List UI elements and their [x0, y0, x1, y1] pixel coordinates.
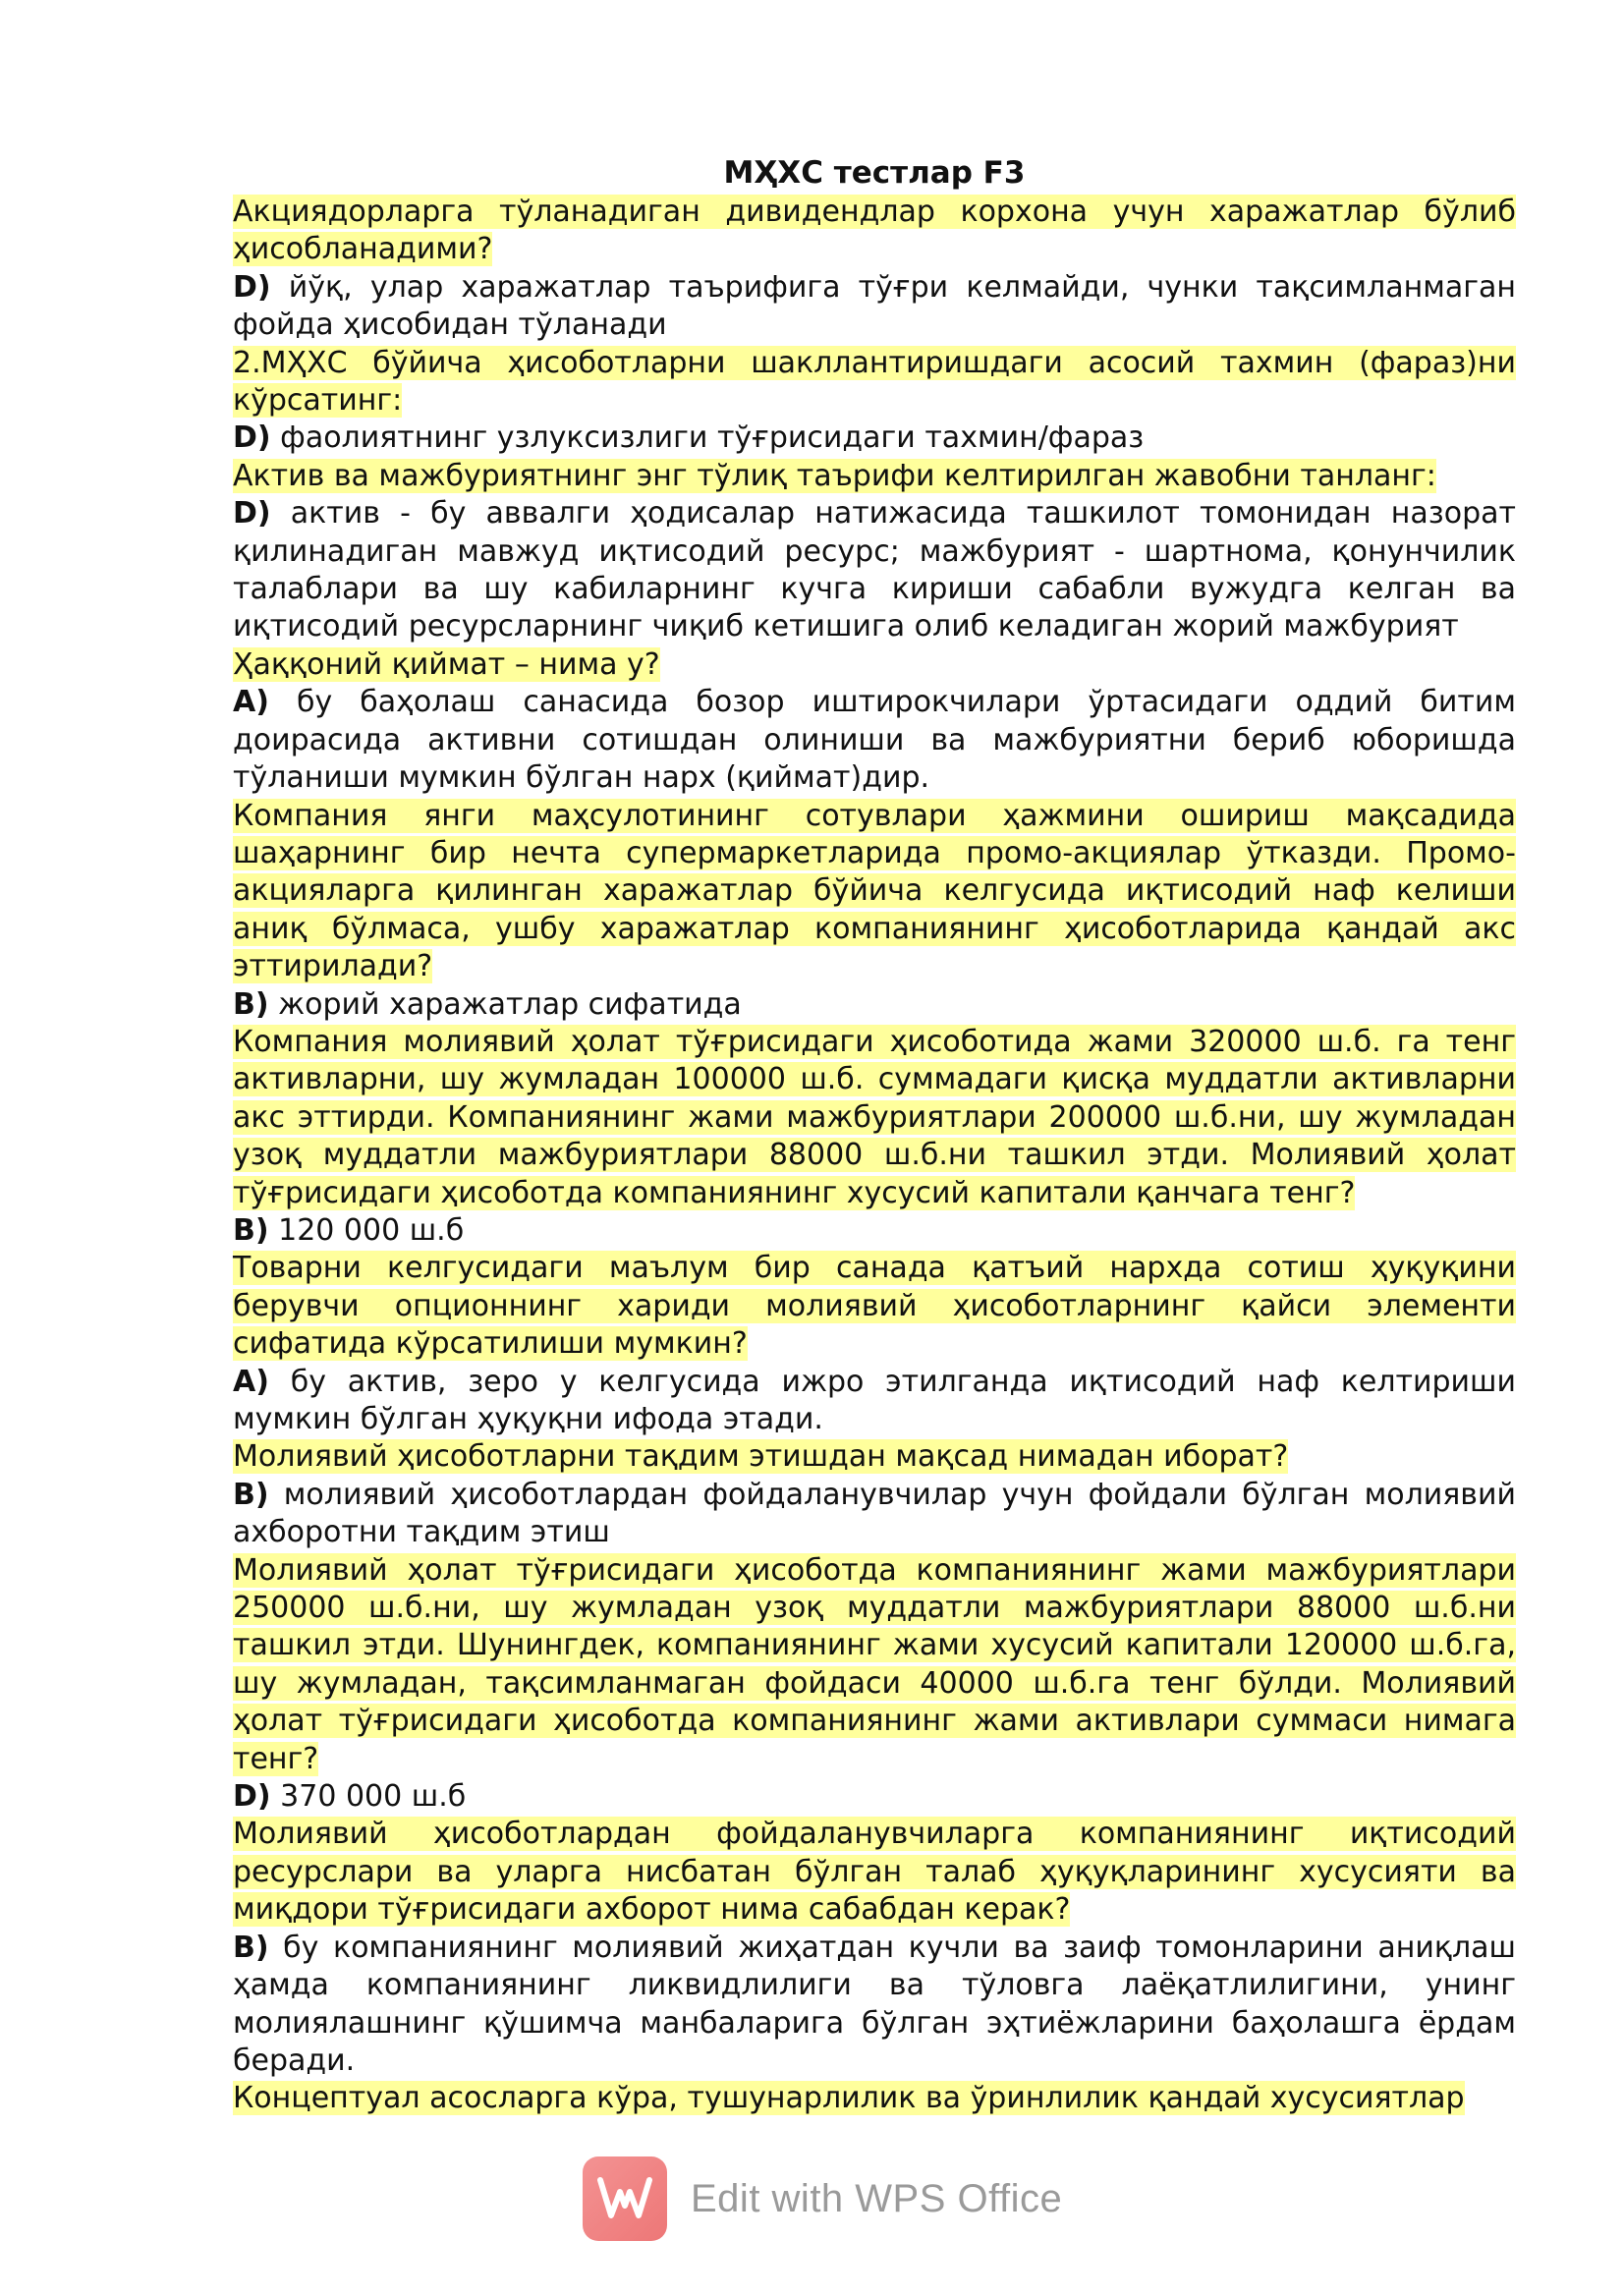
- answer-text: [233, 684, 1516, 797]
- answer-option-letter: B): [233, 1477, 269, 1512]
- question-highlight: Молиявий ҳисоботларни тақдим этишдан мақсад нимадан иборат?: [233, 1439, 1289, 1475]
- question-highlight: Акциядорларга тўланадиган дивидендлар корхона учун харажатлар бўлиб ҳисобланадими?: [233, 195, 1516, 267]
- question-text: [233, 1250, 1516, 1363]
- answer-option-letter: B): [233, 986, 269, 1022]
- answer-option-letter: D): [233, 269, 271, 305]
- question-highlight: Ҳаққоний қиймат – нима у?: [233, 646, 660, 682]
- wps-edit-label[interactable]: Edit with WPS Office: [691, 2176, 1063, 2220]
- question-highlight: Актив ва мажбуриятнинг энг тўлиқ таърифи келтирилган жавобни танланг:: [233, 458, 1436, 493]
- wps-logo-icon: [583, 2156, 667, 2241]
- answer-option-letter: B): [233, 1930, 269, 1965]
- answer-text: [233, 1477, 1516, 1552]
- question-text: [233, 1552, 1516, 1778]
- answer-option-letter: A): [233, 685, 269, 720]
- answer-body: бу актив, зеро у келгусида ижро этилганда иқтисодий наф келтириши мумкин бўлган ҳуқуқни ифода этади.: [233, 1364, 1516, 1436]
- answer-body: жорий харажатлар сифатида: [278, 986, 742, 1022]
- answer-text: [233, 495, 1516, 646]
- answer-text: [233, 1364, 1516, 1439]
- question-text: [233, 458, 1516, 495]
- question-highlight: Компания янги маҳсулотининг сотувлари ҳажмини ошириш мақсадида шаҳарнинг бир нечта супермаркетларида промо-акциялар ўтказди. Промо-акцияларга қилинган харажатлар бўйича келгусида иқтисодий наф келиши аниқ бўлмаса, ушбу харажатлар компаниянинг ҳисоботларида қандай акс эттирилади?: [233, 798, 1516, 984]
- question-highlight: Концептуал асосларга кўра, тушунарлилик ва ўринлилик қандай хусусиятлар: [233, 2081, 1465, 2116]
- answer-text: [233, 1212, 1516, 1250]
- question-text: [233, 798, 1516, 986]
- answer-body: молиявий ҳисоботлардан фойдаланувчилар учун фойдали бўлган молиявий ахборотни тақдим этиш: [233, 1477, 1516, 1550]
- answer-text: [233, 269, 1516, 345]
- question-text: [233, 1816, 1516, 1929]
- answer-option-letter: D): [233, 496, 271, 532]
- question-text: [233, 1438, 1516, 1476]
- answer-body: 120 000 ш.б: [278, 1212, 465, 1248]
- question-text: [233, 1024, 1516, 1212]
- question-highlight: Молиявий ҳолат тўғрисидаги ҳисоботда компаниянинг жами мажбуриятлари 250000 ш.б.ни, шу жумладан узоқ муддатли мажбуриятлари 88000 ш.б.ни ташкил этди. Шунингдек, компаниянинг жами хусусий капитали 120000 ш.б.га, шу жумладан, тақсимланмаган фойдаси 40000 ш.б.га тенг бўлди. Молиявий ҳолат тўғрисидаги ҳисоботда компаниянинг жами активлари суммаси нимага тенг?: [233, 1552, 1516, 1776]
- answer-text: [233, 1778, 1516, 1816]
- question-text: [233, 345, 1516, 420]
- answer-body: фаолиятнинг узлуксизлиги тўғрисидаги тахмин/фараз: [280, 420, 1145, 456]
- answer-text: [233, 420, 1516, 457]
- answer-body: йўқ, улар харажатлар таърифига тўғри келмайди, чунки тақсимланмаган фойда ҳисобидан тўланади: [233, 269, 1516, 343]
- answer-body: бу баҳолаш санасида бозор иштирокчилари ўртасидаги оддий битим доирасида активни сотишдан олиниши ва мажбуриятни бериб юборишда тўланиши мумкин бўлган нарх (қиймат)дир.: [233, 685, 1516, 796]
- question-text: [233, 2080, 1516, 2117]
- answer-body: бу компаниянинг молиявий жиҳатдан кучли ва заиф томонларини аниқлаш ҳамда компаниянинг ликвидлилиги ва тўловга лаёқатлилигини, унинг молиялашнинг қўшимча манбаларига бўлган эҳтиёжларини баҳолашга ёрдам беради.: [233, 1930, 1516, 2078]
- question-highlight: 2.МҲХС бўйича ҳисоботларни шакллантиришдаги асосий тахмин (фараз)ни кўрсатинг:: [233, 345, 1516, 419]
- answer-option-letter: D): [233, 420, 271, 456]
- answer-body: 370 000 ш.б: [280, 1779, 467, 1815]
- answer-option-letter: B): [233, 1212, 269, 1248]
- wps-edit-banner[interactable]: [583, 2155, 1093, 2243]
- answer-option-letter: A): [233, 1364, 269, 1399]
- page-title: МҲХС тестлар F3: [723, 155, 1026, 191]
- answer-text: [233, 986, 1516, 1024]
- question-highlight: Компания молиявий ҳолат тўғрисидаги ҳисоботида жами 320000 ш.б. га тенг активларни, шу жумладан 100000 ш.б. суммадаги қисқа муддатли активларни акс эттирди. Компаниянинг жами мажбуриятлари 200000 ш.б.ни, шу жумладан узоқ муддатли мажбуриятлари 88000 ш.б.ни ташкил этди. Молиявий ҳолат тўғрисидаги ҳисоботда компаниянинг хусусий капитали қанчага тенг?: [233, 1024, 1516, 1210]
- question-text: [233, 646, 1516, 684]
- answer-text: [233, 1930, 1516, 2081]
- document-body: [233, 147, 1516, 2118]
- question-highlight: Товарни келгусидаги маълум бир санада қатъий нархда сотиш ҳуқуқини берувчи опционнинг хариди молиявий ҳисоботларнинг қайси элементи сифатида кўрсатилиши мумкин?: [233, 1251, 1516, 1362]
- question-text: [233, 194, 1516, 269]
- question-list: [233, 194, 1516, 2118]
- question-highlight: Молиявий ҳисоботлардан фойдаланувчиларга компаниянинг иқтисодий ресурслари ва уларга нисбатан бўлган талаб ҳуқуқларининг хусусияти ва миқдори тўғрисидаги ахборот нима сабабдан керак?: [233, 1817, 1516, 1928]
- answer-body: актив - бу аввалги ҳодисалар натижасида ташкилот томонидан назорат қилинадиган мавжуд иқтисодий ресурс; мажбурият - шартнома, қонунчилик талаблари ва шу кабиларнинг кучга кириши сабабли вужудга келган ва иқтисодий ресурсларнинг чиқиб кетишига олиб келадиган жорий мажбурият: [233, 496, 1516, 644]
- answer-option-letter: D): [233, 1779, 271, 1815]
